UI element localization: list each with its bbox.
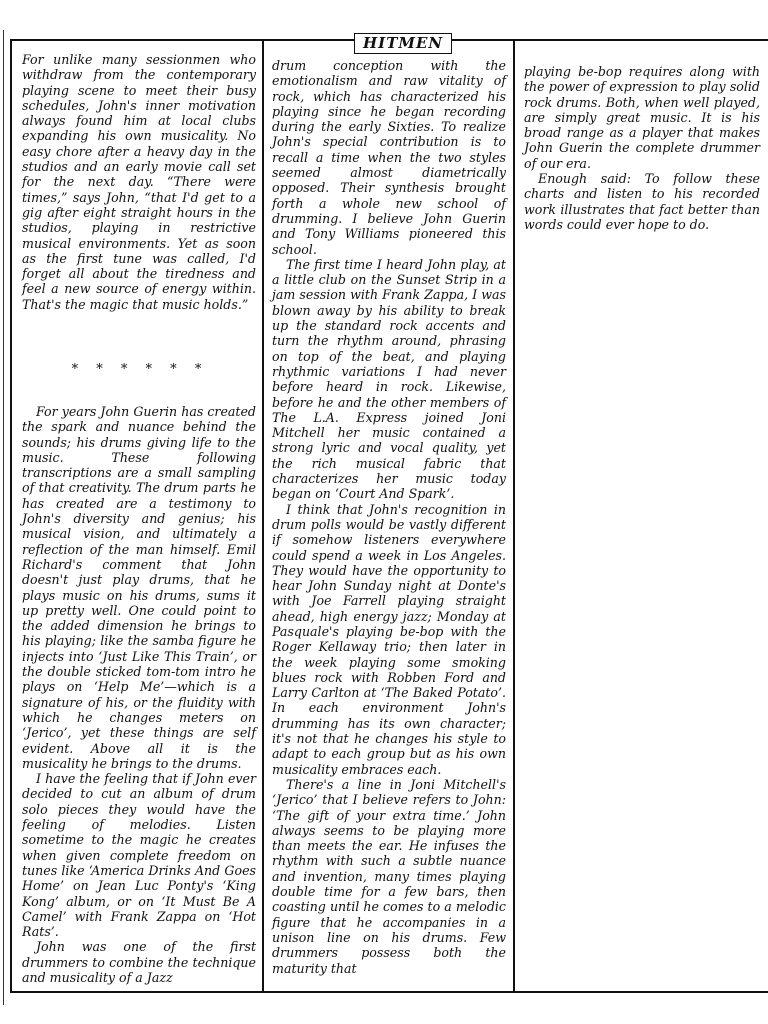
left-rule [10, 39, 12, 993]
column-1-top [22, 52, 256, 312]
paragraph: For years John Guerin has created the spark and nuance behind the sounds; his drums giving life to the music. These following transcriptions are a small sampling of that creativity. The drum parts he has created are a testimony to John's diversity and genius; his musical vision, and ultimately a reflection of the man himself. Emil Richard's comment that John doesn't just play drums, that he plays music on his drums, sums it up pretty well. One could point to the added dimension he brings to his playing; like the samba figure he injects into ‘Just Like This Train’, or the double sticked tom-tom intro he plays on ‘Help Me’—which is a signature of his, or the fluidity with which he changes meters on ‘Jerico’, yet these things are self evident. Above all it is the musicality he brings to the drums. [22, 404, 256, 771]
paragraph: There's a line in Joni Mitchell's ‘Jerico’ that I believe refers to John: ‘The gift of your extra time.’ John always seems to be playing more than meets the ear. He infuses the rhythm with such a subtle nuance and invention, many times playing double time for a few bars, then coasting until he comes to a melodic figure that he accompanies in a unison line on his drums. Few drummers possess both the maturity that [272, 776, 506, 976]
paragraph: playing be-bop requires along with the power of expression to play solid rock drums. Both, when well played, are simply great music. It is his broad range as a player that makes John Guerin the complete drummer of our era. [524, 64, 760, 171]
paragraph: For unlike many sessionmen who withdraw from the contemporary playing scene to meet their busy schedules, John's inner motivation always found him at local clubs expanding his own musicality. No easy chore after a heavy day in the studios and an early movie call set for the next day. “There were times,” says John, “that I'd get to a gig after eight straight hours in the studios, playing in restrictive musical environments. Yet as soon as the first tune was called, I'd forget all about the tiredness and feel a new source of energy within. That's the magic that music holds.” [22, 52, 256, 312]
paragraph: I have the feeling that if John ever decided to cut an album of drum solo pieces they would have the feeling of melodies. Listen sometime to the magic he creates when given complete freedom on tunes like ‘America Drinks And Goes Home’ on Jean Luc Ponty's ‘King Kong’ album, or on ‘It Must Be A Camel’ with Frank Zappa on ‘Hot Rats’. [22, 771, 256, 940]
paragraph: John was one of the first drummers to combine the technique and musicality of a Jazz [22, 939, 256, 985]
column-divider [262, 41, 264, 991]
bottom-rule [10, 991, 768, 993]
column-2 [272, 58, 506, 976]
column-3 [524, 64, 760, 232]
paragraph: Enough said: To follow these charts and listen to his recorded work illustrates that fact better than words could ever hope to do. [524, 171, 760, 232]
paragraph: The first time I heard John play, at a little club on the Sunset Strip in a jam session with Frank Zappa, I was blown away by his ability to break up the standard rock accents and turn the rhythm around, phrasing on top of the beat, and playing rhythmic variations I had never before heard in rock. Likewise, before he and the other members of The L.A. Express joined Joni Mitchell her music contained a strong lyric and vocal quality, yet the rich musical fabric that characterizes her music today began on ‘Court And Spark’. [272, 256, 506, 502]
column-divider [513, 41, 515, 991]
section-header: HITMEN [354, 33, 452, 54]
column-1-bottom [22, 404, 256, 985]
section-separator: * * * * * * [71, 362, 209, 377]
page-edge [3, 30, 4, 1005]
paragraph: I think that John's recognition in drum polls would be vastly different if somehow listeners everywhere could spend a week in Los Angeles. They would have the opportunity to hear John Sunday night at Donte's with Joe Farrell playing straight ahead, high energy jazz; Monday at Pasquale's playing be-bop with the Roger Kellaway trio; then later in the week playing some smoking blues rock with Robben Ford and Larry Carlton at ‘The Baked Potato’. In each environment John's drumming has its own character; it's not that he changes his style to adapt to each group but as his own musicality embraces each. [272, 501, 506, 777]
paragraph: drum conception with the emotionalism and raw vitality of rock, which has characterized his playing since he began recording during the early Sixties. To realize John's special contribution is to recall a time when the two styles seemed almost diametrically opposed. Their synthesis brought forth a whole new school of drumming. I believe John Guerin and Tony Williams pioneered this school. [272, 58, 506, 257]
